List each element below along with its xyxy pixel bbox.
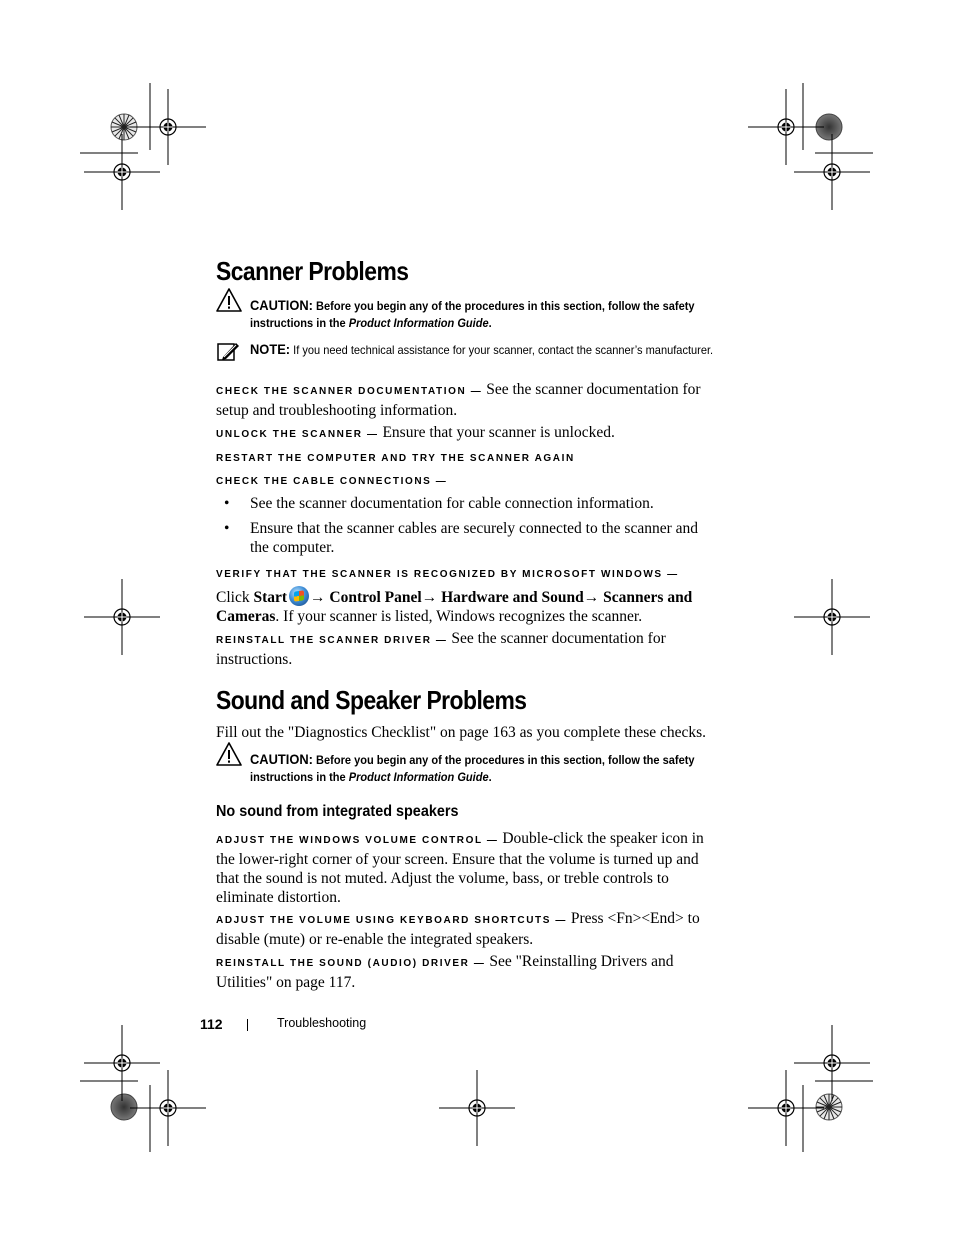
caution-text: Before you begin any of the procedures in this section, follow the safety instructions in the: [250, 753, 695, 784]
run-in-head: REINSTALL THE SCANNER DRIVER —: [216, 635, 448, 646]
cable-connections-para: [216, 470, 714, 491]
reinstall-audio-para: REINSTALL THE SOUND (AUDIO) DRIVER — See "Reinstalling Drivers and Utilities" on page 117.: [216, 953, 674, 991]
caution-label: CAUTION:: [250, 751, 313, 767]
caution-notice: CAUTION: Before you begin any of the procedures in this section, follow the safety instructions in the Product Information Guide.: [216, 751, 716, 786]
verify-windows-para: [216, 563, 714, 584]
section-title-scanner: Scanner Problems: [216, 256, 409, 286]
check-documentation-para: CHECK THE SCANNER DOCUMENTATION — See the scanner documentation for setup and troubleshooting information.: [216, 381, 701, 419]
footer-section: Troubleshooting: [277, 1016, 367, 1030]
caution-notice: CAUTION: Before you begin any of the procedures in this section, follow the safety instructions in the Product Information Guide.: [216, 297, 716, 332]
list-item: • Ensure that the scanner cables are securely connected to the scanner and the computer.: [224, 520, 698, 556]
note-pencil-icon: [216, 340, 240, 364]
intro-para: Fill out the "Diagnostics Checklist" on page 163 as you complete these checks.: [216, 724, 707, 741]
run-in-head: CHECK THE CABLE CONNECTIONS —: [216, 476, 448, 487]
note-label: NOTE:: [250, 341, 291, 357]
guide-title: Product Information Guide: [348, 770, 489, 784]
page-number: 112: [200, 1016, 223, 1032]
caution-label: CAUTION:: [250, 297, 313, 313]
list-item: • See the scanner documentation for cable connection information.: [224, 495, 654, 512]
run-in-head: VERIFY THAT THE SCANNER IS RECOGNIZED BY MICROSOFT WINDOWS —: [216, 569, 679, 580]
run-in-head: CHECK THE SCANNER DOCUMENTATION —: [216, 386, 483, 397]
note-notice: [216, 341, 716, 359]
caution-text: Before you begin any of the procedures in this section, follow the safety instructions in the: [250, 299, 695, 330]
subsection-title: No sound from integrated speakers: [216, 803, 459, 820]
run-in-head: REINSTALL THE SOUND (AUDIO) DRIVER —: [216, 958, 486, 969]
caution-triangle-icon: [216, 288, 242, 312]
footer-divider: [247, 1019, 248, 1031]
run-in-head: ADJUST THE VOLUME USING KEYBOARD SHORTCUTS —: [216, 915, 567, 926]
run-in-head: UNLOCK THE SCANNER —: [216, 429, 379, 440]
adjust-windows-volume-para: ADJUST THE WINDOWS VOLUME CONTROL — Double-click the speaker icon in the lower-right corner of your screen. Ensure that the volume is turned up and that the sound is not muted. Adjust the volume, bass, or treble controls to eliminate distortion.: [216, 830, 704, 906]
run-in-head: ADJUST THE WINDOWS VOLUME CONTROL —: [216, 835, 499, 846]
guide-title: Product Information Guide: [348, 316, 489, 330]
reinstall-scanner-para: REINSTALL THE SCANNER DRIVER — See the scanner documentation for instructions.: [216, 630, 666, 668]
restart-para: [216, 447, 714, 468]
run-in-head: RESTART THE COMPUTER AND TRY THE SCANNER AGAIN: [216, 453, 575, 464]
caution-triangle-icon: [216, 742, 242, 766]
adjust-keyboard-para: ADJUST THE VOLUME USING KEYBOARD SHORTCUTS — Press <Fn><End> to disable (mute) or re-enable the integrated speakers.: [216, 910, 700, 948]
unlock-scanner-para: UNLOCK THE SCANNER — Ensure that your scanner is unlocked.: [216, 424, 615, 441]
section-title-sound: Sound and Speaker Problems: [216, 685, 527, 715]
windows-start-orb-icon: [289, 586, 309, 606]
verify-instructions: Click Start → Control Panel→ Hardware and Sound→ Scanners and Cameras. If your scanner is listed, Windows recognizes the scanner.: [216, 586, 714, 626]
note-text: If you need technical assistance for your scanner, contact the scanner’s manufacturer.: [293, 343, 714, 357]
